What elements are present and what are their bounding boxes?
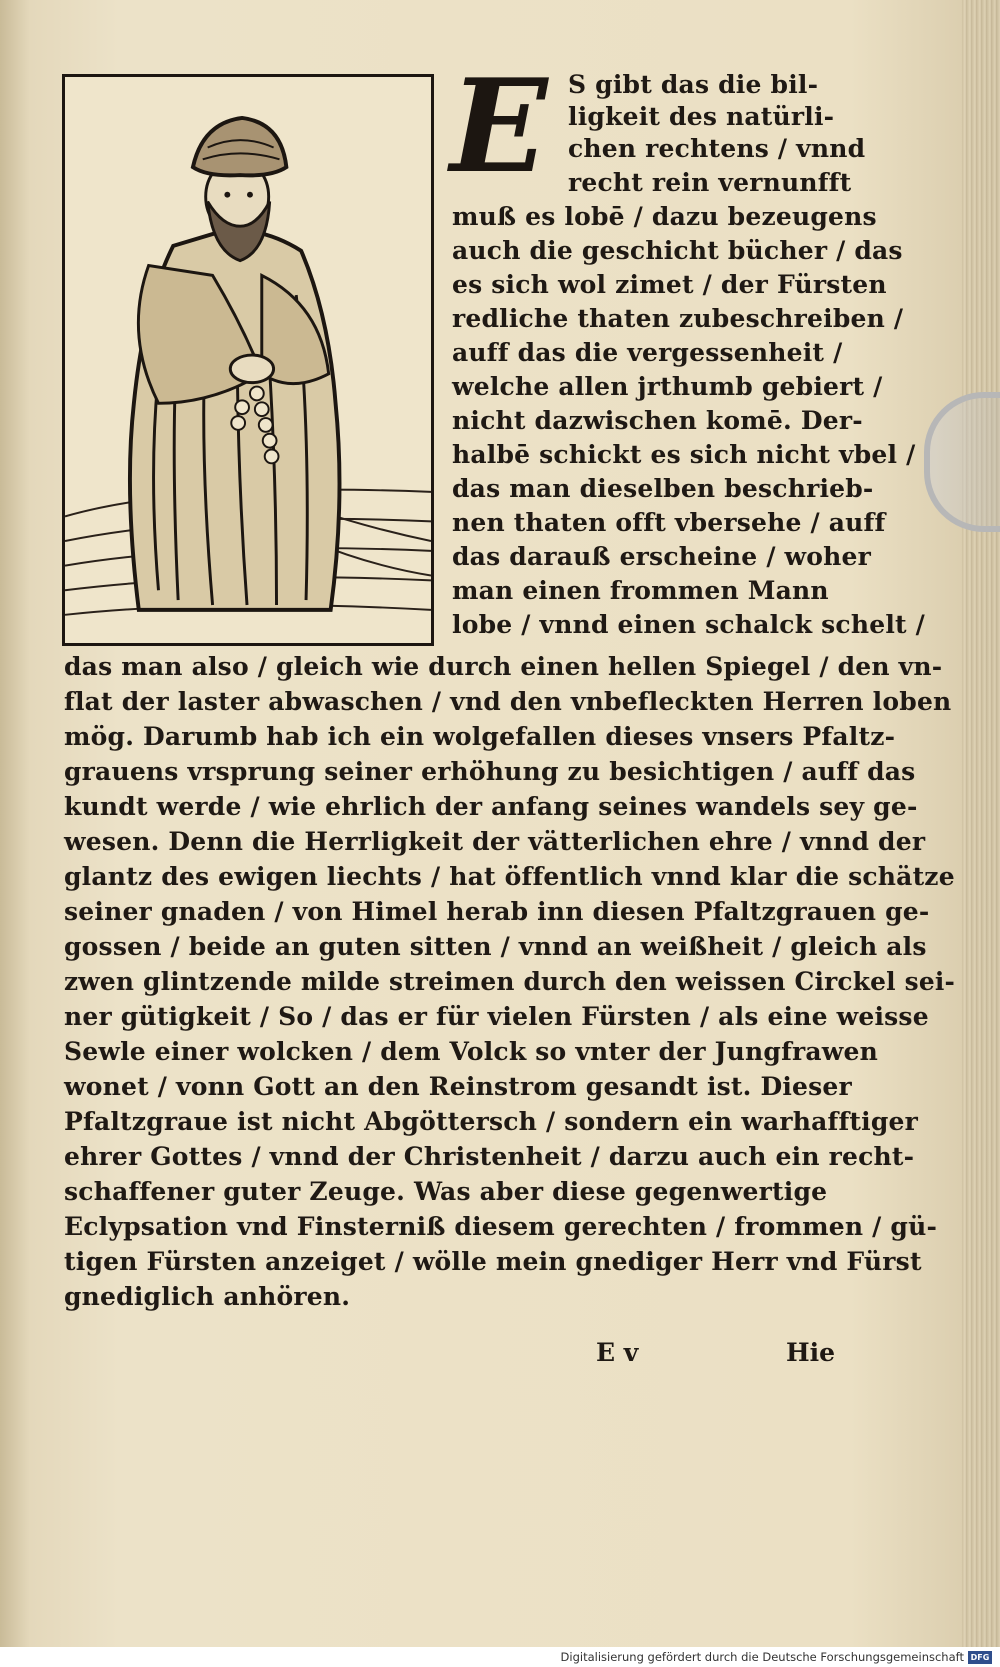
text-line: tigen Fürsten anzeiget / wölle mein gnediger Herr vnd Fürst — [64, 1247, 922, 1276]
text-line: es sich wol zimet / der Fürsten — [452, 270, 887, 299]
text-line: auch die geschicht bücher / das — [452, 236, 903, 265]
text-line: S gibt das die bil- — [568, 70, 819, 99]
text-line: halbē schickt es sich nicht vbel / — [452, 440, 916, 469]
text-line: lobe / vnnd einen schalck schelt / — [452, 610, 925, 639]
text-line: seiner gnaden / von Himel herab inn diesen Pfaltzgrauen ge- — [64, 897, 930, 926]
text-line: ehrer Gottes / vnnd der Christenheit / darzu auch ein recht- — [64, 1142, 915, 1171]
footer-credit: Digitalisierung gefördert durch die Deutsche Forschungsgemeinschaft — [560, 1650, 964, 1664]
text-line: wesen. Denn die Herrligkeit der vätterlichen ehre / vnnd der — [64, 827, 926, 856]
text-line: muß es lobē / dazu bezeugens — [452, 202, 877, 231]
digitization-footer — [0, 1647, 1000, 1667]
text-line: flat der laster abwaschen / vnd den vnbefleckten Herren loben — [64, 687, 952, 716]
text-line: recht rein vernunfft — [568, 168, 852, 197]
text-line: Sewle einer wolcken / dem Volck so vnter der Jungfrawen — [64, 1037, 879, 1066]
text-line: gossen / beide an guten sitten / vnnd an weißheit / gleich als — [64, 932, 927, 961]
text-line: das man dieselben beschrieb- — [452, 474, 874, 503]
catchword: Hie — [786, 1338, 836, 1367]
text-line: mög. Darumb hab ich ein wolgefallen dieses vnsers Pfaltz- — [64, 722, 896, 751]
drop-cap-initial: E — [450, 52, 548, 202]
text-line: schaffener guter Zeuge. Was aber diese gegenwertige — [64, 1177, 828, 1206]
text-line: nen thaten offt vbersehe / auff — [452, 508, 886, 537]
woodcut-illustration — [62, 74, 434, 646]
text-line: ligkeit des natürli- — [568, 102, 835, 131]
book-clasp — [924, 392, 1000, 532]
text-line: das darauß erscheine / woher — [452, 542, 872, 571]
signature-mark: E v — [596, 1338, 639, 1367]
text-line: wonet / vonn Gott an den Reinstrom gesandt ist. Dieser — [64, 1072, 852, 1101]
text-line: kundt werde / wie ehrlich der anfang seines wandels sey ge- — [64, 792, 918, 821]
woodcut-figure-icon — [65, 77, 431, 643]
text-line: redliche thaten zubeschreiben / — [452, 304, 904, 333]
dfg-logo-icon: DFG — [968, 1651, 992, 1664]
text-line: Pfaltzgraue ist nicht Abgöttersch / sondern ein warhafftiger — [64, 1107, 919, 1136]
page-edge-stack — [962, 0, 1000, 1667]
text-line: nicht dazwischen komē. Der- — [452, 406, 863, 435]
text-line: man einen frommen Mann — [452, 576, 829, 605]
text-line: welche allen jrthumb gebiert / — [452, 372, 883, 401]
text-line: chen rechtens / vnnd — [568, 134, 866, 163]
text-line: das man also / gleich wie durch einen hellen Spiegel / den vn- — [64, 652, 943, 681]
text-line: glantz des ewigen liechts / hat öffentlich vnnd klar die schätze — [64, 862, 955, 891]
text-line: grauens vrsprung seiner erhöhung zu besichtigen / auff das — [64, 757, 916, 786]
text-line: auff das die vergessenheit / — [452, 338, 843, 367]
text-line: Eclypsation vnd Finsterniß diesem gerechten / frommen / gü- — [64, 1212, 938, 1241]
text-line: zwen glintzende milde streimen durch den weissen Circkel sei- — [64, 967, 955, 996]
text-line: ner gütigkeit / So / das er für vielen Fürsten / als eine weisse — [64, 1002, 929, 1031]
text-line: gnediglich anhören. — [64, 1282, 351, 1311]
